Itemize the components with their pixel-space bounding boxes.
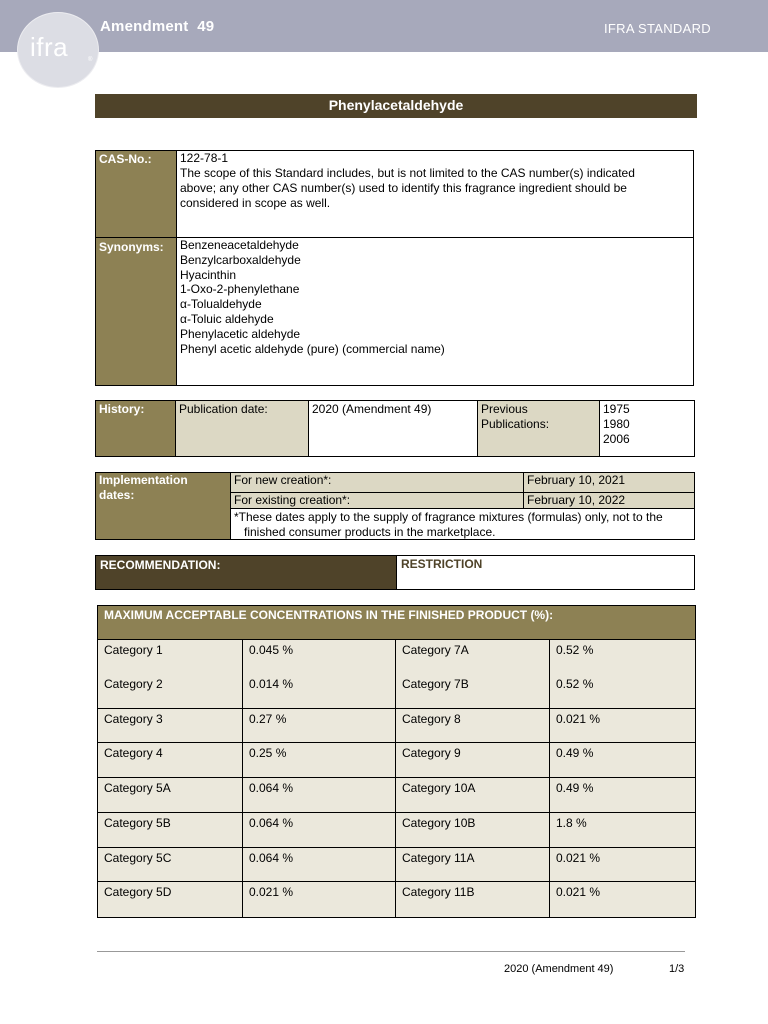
publication-date-value: 2020 (Amendment 49) — [309, 401, 478, 456]
category-value: 0.49 % — [550, 743, 695, 778]
category-value: 0.021 % — [550, 882, 695, 917]
category-value: 0.021 % — [550, 848, 695, 882]
synonym-item: Benzylcarboxaldehyde — [180, 253, 301, 267]
history-label: History: — [96, 401, 176, 456]
table-row — [98, 778, 695, 813]
new-creation-date: February 10, 2021 — [524, 473, 694, 493]
category-value: 1.8 % — [550, 813, 695, 848]
category-value: 0.49 % — [550, 778, 695, 813]
category-label: Category 5A — [98, 778, 243, 813]
implementation-table — [95, 472, 695, 540]
synonym-item: 1-Oxo-2-phenylethane — [180, 282, 300, 296]
implementation-label — [96, 473, 231, 539]
synonym-item: Phenyl acetic aldehyde (pure) (commercial name) — [180, 342, 445, 356]
table-row — [98, 813, 695, 848]
category-label: Category 5B — [98, 813, 243, 848]
implementation-label-line: dates: — [99, 488, 135, 502]
recommendation-value: RESTRICTION — [401, 557, 483, 571]
cas-synonyms-table — [95, 150, 694, 386]
label-column — [96, 151, 176, 385]
category-label: Category 5C — [98, 848, 243, 882]
table-row — [98, 709, 695, 743]
table-row — [98, 674, 695, 709]
category-label: Category 7A — [396, 640, 550, 675]
previous-year: 2006 — [603, 432, 630, 446]
synonym-item: α-Tolualdehyde — [180, 297, 262, 311]
footer-rule — [97, 951, 685, 952]
logo-text: ifra — [30, 32, 69, 62]
previous-label-line: Previous — [481, 402, 528, 416]
max-concentrations-table — [97, 605, 696, 918]
table-row — [98, 640, 695, 675]
category-label: Category 8 — [396, 709, 550, 743]
previous-years — [600, 401, 694, 456]
synonym-item: Benzeneacetaldehyde — [180, 238, 299, 252]
previous-label-line: Publications: — [481, 417, 550, 431]
recommendation-label: RECOMMENDATION: — [96, 556, 397, 589]
page-title: Phenylacetaldehyde — [95, 94, 697, 118]
max-concentrations-heading: MAXIMUM ACCEPTABLE CONCENTRATIONS IN THE FINISHED PRODUCT (%): — [98, 606, 695, 640]
category-value: 0.25 % — [243, 743, 396, 778]
category-label: Category 4 — [98, 743, 243, 778]
category-value: 0.064 % — [243, 848, 396, 882]
category-value: 0.52 % — [550, 674, 695, 709]
category-label: Category 1 — [98, 640, 243, 675]
cas-scope-line: above; any other CAS number(s) used to identify this fragrance ingredient should be — [180, 181, 627, 195]
previous-year: 1980 — [603, 417, 630, 431]
implementation-label-line: Implementation — [99, 473, 188, 487]
synonym-item: Phenylacetic aldehyde — [180, 327, 301, 341]
cas-number: 122-78-1 — [180, 151, 229, 165]
synonym-item: Hyacinthin — [180, 268, 237, 282]
divider — [176, 151, 177, 385]
table-row — [98, 848, 695, 882]
cas-scope-line: The scope of this Standard includes, but is not limited to the CAS number(s) indicated — [180, 166, 635, 180]
publication-date-label: Publication date: — [176, 401, 309, 456]
category-value: 0.021 % — [550, 709, 695, 743]
category-value: 0.064 % — [243, 813, 396, 848]
category-label: Category 5D — [98, 882, 243, 917]
cas-scope-line: considered in scope as well. — [180, 196, 331, 210]
category-value: 0.27 % — [243, 709, 396, 743]
new-creation-label: For new creation*: — [231, 473, 524, 493]
category-value: 0.52 % — [550, 640, 695, 675]
category-value: 0.045 % — [243, 640, 396, 675]
existing-creation-label: For existing creation*: — [231, 493, 524, 509]
category-label: Category 11A — [396, 848, 550, 882]
previous-publications-label — [478, 401, 600, 456]
standard-label: IFRA STANDARD — [604, 21, 711, 36]
table-row — [98, 743, 695, 778]
synonyms-label: Synonyms: — [99, 240, 164, 254]
history-table — [95, 400, 695, 457]
category-value: 0.014 % — [243, 674, 396, 709]
category-label: Category 10A — [396, 778, 550, 813]
existing-creation-date: February 10, 2022 — [524, 493, 694, 509]
footer-edition: 2020 (Amendment 49) — [504, 963, 614, 975]
note-line: *These dates apply to the supply of fragrance mixtures (formulas) only, not to the — [234, 510, 663, 524]
note-line: finished consumer products in the marketplace. — [244, 525, 496, 539]
recommendation-table — [95, 555, 695, 590]
implementation-note — [234, 510, 694, 540]
footer-page-number: 1/3 — [669, 963, 685, 975]
category-label: Category 9 — [396, 743, 550, 778]
category-value: 0.021 % — [243, 882, 396, 917]
logo-trademark: ® — [88, 57, 93, 63]
amendment-label: Amendment 49 — [100, 18, 215, 35]
category-value: 0.064 % — [243, 778, 396, 813]
category-label: Category 11B — [396, 882, 550, 917]
synonym-item: α-Toluic aldehyde — [180, 312, 274, 326]
previous-year: 1975 — [603, 402, 630, 416]
category-label: Category 2 — [98, 674, 243, 709]
category-label: Category 7B — [396, 674, 550, 709]
table-row — [98, 882, 695, 917]
cas-label: CAS-No.: — [99, 152, 152, 166]
category-label: Category 3 — [98, 709, 243, 743]
category-label: Category 10B — [396, 813, 550, 848]
